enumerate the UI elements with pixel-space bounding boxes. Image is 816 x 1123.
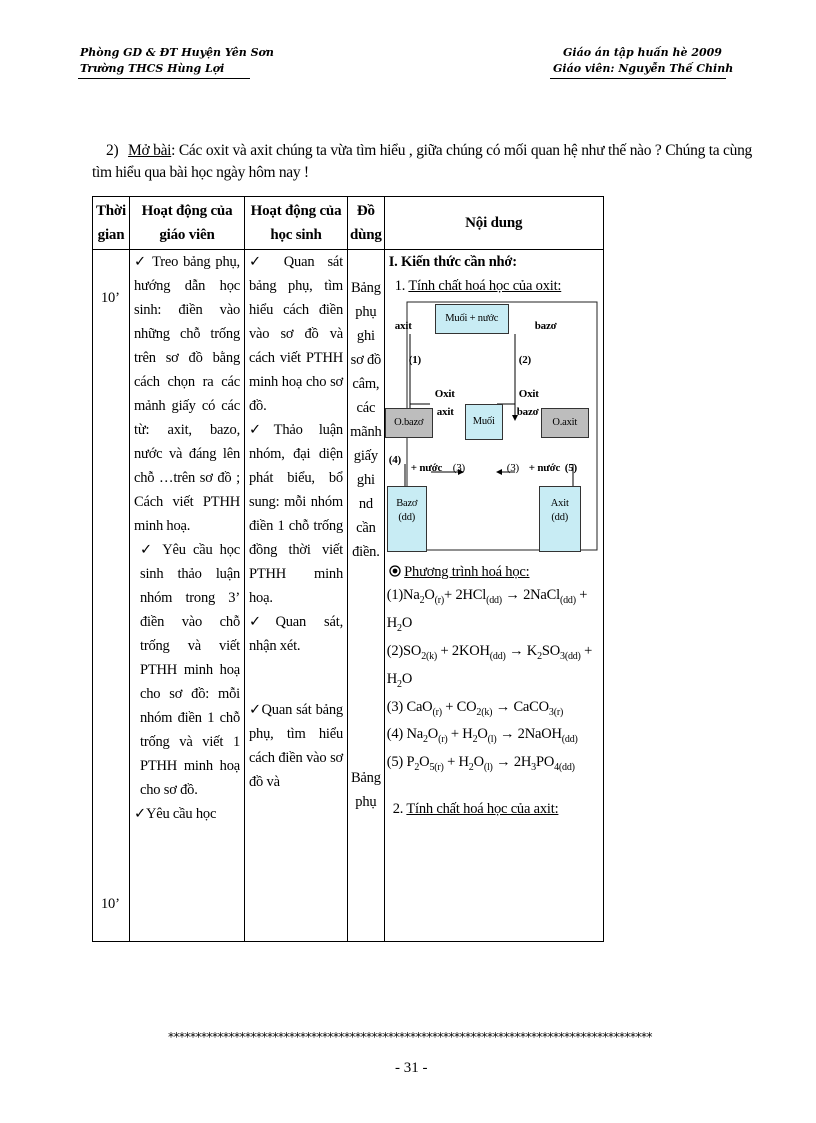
content-cell <box>384 250 603 942</box>
equation-4: (4) $Na_2O_{(r)} + H_2O_{(l)}$ → 2NaOH$_{(dd)}$ <box>386 726 578 746</box>
equation-1: $(1)Na_2O_{(r)}+ 2HCl_{(dd)}$ → 2NaCl$_{(dd)}$ + $H_2O$ <box>386 587 588 634</box>
axit-dd-line1: Axit <box>550 498 569 509</box>
label-plus-nuoc-left: + nước <box>410 462 443 474</box>
box-bazo-dd <box>387 486 427 552</box>
header-teacher-activity: Hoạt động của giáo viên <box>130 197 245 250</box>
axit-dd-line2: (dd) <box>551 512 569 523</box>
equations-heading <box>385 560 603 584</box>
table-row <box>93 250 604 942</box>
subsection-1 <box>385 274 603 298</box>
subsection-2-title: Tính chất hoá học của axit: <box>406 801 559 818</box>
header-content: Nội dung <box>384 197 603 250</box>
table-header-row <box>93 197 604 250</box>
student-step-1: ✓ Quan sát bảng phụ, tìm hiểu cách điền vào sơ đồ và cách viết PTHH minh hoạ cho sơ đồ. <box>249 254 343 414</box>
label-oxit-axit-1: Oxit <box>434 388 455 400</box>
intro-number: 2) <box>106 142 119 159</box>
teacher-step-1: ✓ Treo bảng phụ, hướng dẫn học sinh: điền vào những chỗ trống trên sơ đồ bằng cách chọn ra các mảnh giấy có các từ: axit, bazo, nước và đáng lên chỗ …trên sơ đồ ; Cách viết PTHH minh hoạ. <box>134 254 240 534</box>
box-muoi: Muối <box>465 404 503 440</box>
student-step-2: ✓Thảo luận nhóm, đại diện phát biểu, bổ sung: mỗi nhóm điền 1 chỗ trống đồng thời viết PTHH minh hoạ. <box>249 422 343 606</box>
subsection-2-number: 2. <box>392 801 404 818</box>
label-axit: axit <box>394 320 412 332</box>
intro-paragraph <box>92 140 752 184</box>
subsection-2 <box>385 797 603 821</box>
label-plus-nuoc-right: + nước <box>528 462 561 474</box>
label-n4: (4) <box>388 454 401 466</box>
box-muoi-nuoc: Muối + nước <box>435 304 509 334</box>
header-underline-right <box>550 78 726 79</box>
equation-3: (3) $CaO_{(r)} + CO_{2(k)}$ → CaCO$_{3(r)}$ <box>386 698 564 718</box>
tools-cell <box>348 250 385 942</box>
label-oxit-bazo-2: bazơ <box>516 406 539 418</box>
intro-label: Mở bài <box>128 142 172 159</box>
header-teacher: Giáo viên: Nguyễn Thế Chinh <box>553 62 734 75</box>
header-underline-left <box>78 78 250 79</box>
header-school-dept: Phòng GD & ĐT Huyện Yên Sơn <box>80 46 274 59</box>
target-icon <box>389 565 401 577</box>
label-n3-right: (3) <box>506 462 519 474</box>
lesson-table <box>92 196 604 942</box>
section-1-title: I. Kiến thức cần nhớ: <box>388 254 517 270</box>
time-cell <box>93 250 130 942</box>
header-tools: Đồ dùng <box>348 197 385 250</box>
subsection-1-title: Tính chất hoá học của oxit: <box>408 278 562 294</box>
label-n2: (2) <box>518 354 531 366</box>
header-school-name: Trường THCS Hùng Lợi <box>80 62 225 75</box>
teacher-step-2: ✓ Yêu cầu học sinh thảo luận nhóm trong 3’ điền vào chỗ trống và viết PTHH minh hoạ cho sơ đồ: mỗi nhóm điền 1 chỗ trống và viết 1 PTHH minh hoạ cho sơ đồ. <box>140 542 240 798</box>
tools-1: Bảng phụ ghi sơ đồ câm, các mãnh giấy ghi nd cần điền. <box>350 280 382 560</box>
box-o-bazo: O.bazơ <box>385 408 433 438</box>
label-oxit-bazo-1: Oxit <box>518 388 539 400</box>
page-number: - 31 - <box>395 1060 428 1076</box>
equation-2: $(2)SO_{2(k)} + 2KOH_{(dd)} \to K_2SO_{3(dd)} + H_2O$ <box>386 642 593 690</box>
equation-5: (5) $P_2O_{5(r)} + H_2O_{(l)} \to 2H_3PO_{4(dd)}$ <box>386 754 575 774</box>
bazo-dd-line2: (dd) <box>398 512 416 523</box>
label-n1: (1) <box>408 354 421 366</box>
spacer <box>249 658 343 698</box>
tools-2: Bảng phụ <box>350 770 381 810</box>
header-student-activity: Hoạt động của học sinh <box>245 197 348 250</box>
time-value-1: 10’ <box>101 290 120 306</box>
intro-text: : Các oxit và axit chúng ta vừa tìm hiểu , giữa chúng có mối quan hệ như thế nào ? Chúng ta cùng tìm hiểu qua bài học ngày hôm nay ! <box>92 142 752 181</box>
bazo-dd-line1: Bazơ <box>396 498 418 509</box>
student-step-3: ✓Quan sát, nhận xét. <box>249 614 343 654</box>
oxide-diagram <box>385 300 599 556</box>
label-n5: (5) <box>564 462 577 474</box>
equations-title: Phương trình hoá học: <box>404 564 530 580</box>
box-o-axit: O.axit <box>541 408 589 438</box>
box-axit-dd <box>539 486 581 552</box>
student-step-4: ✓Quan sát bảng phụ, tìm hiểu cách điền vào sơ đồ và <box>249 702 343 790</box>
student-activity-cell <box>245 250 348 942</box>
header-lesson-title: Giáo án tập huấn hè 2009 <box>563 46 722 59</box>
subsection-1-number: 1. <box>394 278 406 294</box>
footer-stars: **************************************************************************************** <box>168 1030 652 1044</box>
label-n3-left: (3) <box>452 462 465 474</box>
teacher-activity-cell <box>130 250 245 942</box>
header-time: Thời gian <box>93 197 130 250</box>
label-oxit-axit-2: axit <box>436 406 454 418</box>
label-bazo: bazơ <box>534 320 557 332</box>
teacher-step-3: ✓Yêu cầu học <box>134 806 217 822</box>
time-value-2: 10’ <box>101 896 120 912</box>
